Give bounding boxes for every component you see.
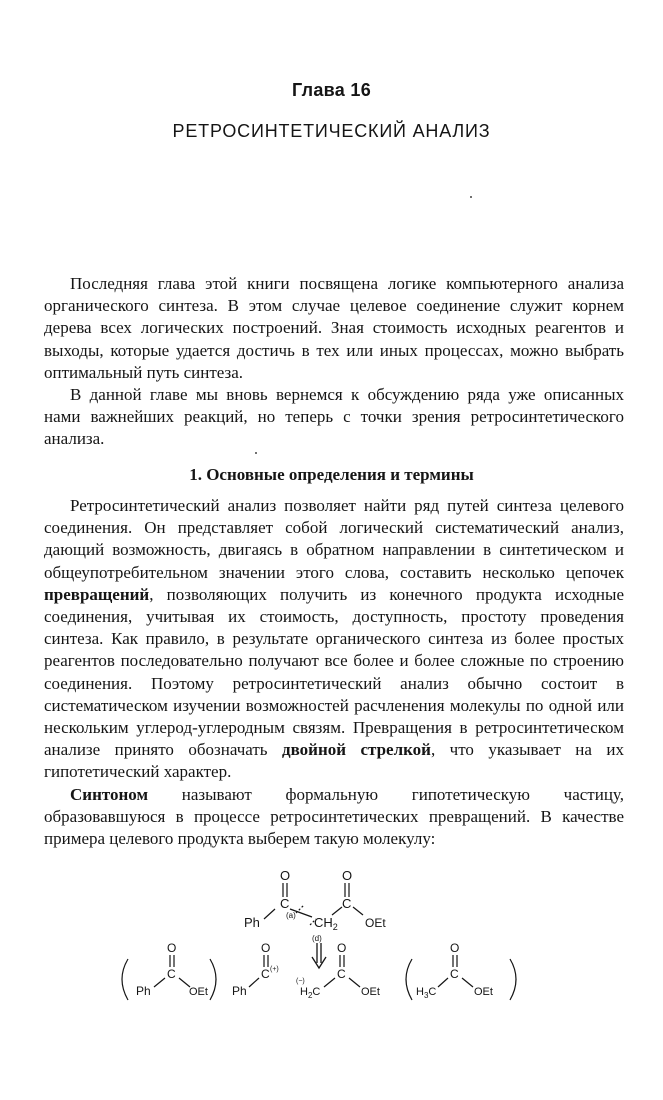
carbon-label: C (261, 967, 270, 981)
text-run: Ретросинтетический анализ позволяет найти ряд путей синтеза целевого соединения. Он представляет собой логический систематический анализ, дающий возможность, двигаясь в обратном направлении в синтетическом и общеупотребительном значении этого слова, составить несколько цепочек (44, 496, 624, 582)
ethoxy-label: OEt (474, 986, 493, 998)
bond-label-a: (a) (286, 911, 296, 920)
atom-text: H (300, 986, 308, 998)
oxygen-label: O (280, 868, 291, 883)
ethoxy-label: OEt (361, 986, 380, 998)
text-run: называют формальную гипотетическую частицу, образовавшуюся в процессе ретросинтетических превращений. В качестве примера целевого продукта выберем такую молекулу: (44, 784, 624, 849)
scan-speck (255, 452, 257, 454)
subscript: 3 (423, 991, 429, 1000)
methylene-label (314, 915, 338, 932)
text-run: , что указывает на их гипотетический характер. (44, 740, 624, 782)
atom-text: C (428, 986, 437, 998)
synthon-4 (406, 941, 516, 1000)
phenyl-label: Ph (232, 984, 247, 998)
oxygen-label: O (167, 941, 177, 955)
synthon-1 (122, 941, 216, 1000)
term-bold: двойной стрелкой (281, 740, 431, 760)
retrosynthesis-scheme (110, 855, 550, 1015)
section-text (44, 495, 624, 850)
chapter-title: РЕТРОСИНТЕТИЧЕСКИЙ АНАЛИЗ (172, 121, 491, 141)
retro-arrow (312, 943, 326, 968)
methylene-label (300, 986, 320, 1000)
oxygen-label: O (342, 868, 353, 883)
carbon-label: C (337, 967, 346, 981)
atom-text: H (416, 986, 424, 998)
section-paragraph-1 (44, 495, 624, 784)
subscript: 2 (307, 991, 313, 1000)
text-run: , позволяющих получить из конечного продукта исходные соединения, учитывая их стоимость, доступность, простоту проведения синтеза. Как правило, в результате органического синтеза из более простых реагентов последовательно получают все более и более сложные по строению соединения. Поэтому ретросинтетический анализ обычно состоит в систематическом изучении возможностей расчленения молекулы по одной или нескольким углерод-углеродным связям. Превращения в ретросинтетическом анализе принято обозначать (44, 584, 624, 760)
carbon-label: C (167, 967, 176, 981)
charge-label: (−) (296, 978, 305, 985)
synthon-2 (232, 941, 279, 998)
subscript: 2 (332, 922, 338, 932)
section-paragraph-2 (44, 784, 624, 851)
term-bold: превращений (44, 584, 150, 604)
phenyl-label: Ph (136, 984, 151, 998)
intro-text (44, 273, 624, 451)
atom-text: CH (314, 915, 333, 930)
oxygen-label: O (337, 941, 347, 955)
oxygen-label: O (261, 941, 271, 955)
intro-paragraph-1: Последняя глава этой книги посвящена логике компьютерного анализа органического синтеза. В этом случае целевое соединение служит корнем дерева всех логических построений. Зная стоимость исходных реагентов и выходы, которые удается достичь в тех или иных процессах, можно выбрать оптимальный путь синтеза. (44, 274, 624, 382)
scan-speck (470, 196, 472, 198)
ethoxy-label: OEt (189, 986, 208, 998)
section-heading: 1. Основные определения и термины (189, 465, 474, 484)
intro-paragraph-2: В данной главе мы вновь вернемся к обсуждению ряда уже описанных нами важнейших реакций, но теперь с точки зрения ретросинтетического анализа. (44, 385, 624, 449)
carbon-label: C (450, 967, 459, 981)
charge-label: (+) (270, 966, 279, 973)
synthon-3 (296, 941, 380, 1000)
atom-text: C (312, 986, 321, 998)
term-bold: Синтоном (70, 784, 149, 804)
oxygen-label: O (450, 941, 460, 955)
phenyl-label: Ph (244, 915, 260, 930)
carbon-label: C (342, 896, 352, 911)
chapter-number: Глава 16 (291, 80, 371, 100)
bond-label-d: (d) (312, 934, 322, 943)
carbon-label: C (280, 896, 290, 911)
methyl-label (416, 986, 436, 1000)
ethoxy-label: OEt (365, 916, 386, 930)
